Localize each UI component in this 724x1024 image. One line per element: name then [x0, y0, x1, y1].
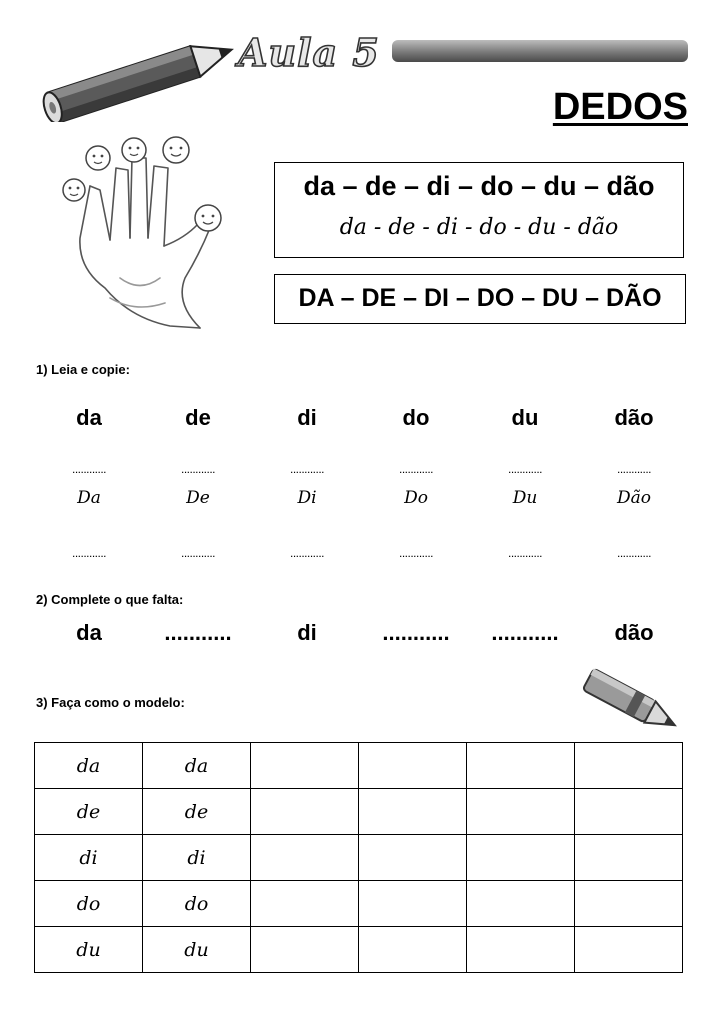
- copy-blank[interactable]: ............: [507, 546, 542, 560]
- complete-blank[interactable]: ...........: [491, 620, 559, 645]
- writing-cell[interactable]: [251, 927, 359, 973]
- model-cell: de: [143, 789, 251, 835]
- model-cell: di: [35, 835, 143, 881]
- writing-cell[interactable]: [359, 881, 467, 927]
- writing-cell[interactable]: [359, 835, 467, 881]
- writing-cell[interactable]: [467, 835, 575, 881]
- pencil-illustration: [30, 36, 245, 122]
- copy-blank[interactable]: ............: [289, 462, 324, 476]
- writing-cell[interactable]: [251, 789, 359, 835]
- complete-item: di: [297, 620, 317, 645]
- copy-blank[interactable]: ............: [289, 546, 324, 560]
- copy-blank[interactable]: ............: [180, 462, 215, 476]
- model-cell: do: [35, 881, 143, 927]
- writing-cell[interactable]: [251, 835, 359, 881]
- model-cell: da: [35, 743, 143, 789]
- syllable-print-di: di: [297, 405, 317, 430]
- syllable-cursive-da: Da: [77, 488, 101, 508]
- copy-blank[interactable]: ............: [616, 462, 651, 476]
- lesson-title: Aula 5: [238, 30, 380, 75]
- syllable-cursive-de: De: [186, 488, 210, 508]
- model-cell: do: [143, 881, 251, 927]
- model-cell: du: [143, 927, 251, 973]
- copy-blank[interactable]: ............: [398, 462, 433, 476]
- crayon-icon: [572, 668, 690, 738]
- writing-cell[interactable]: [575, 881, 683, 927]
- complete-blank[interactable]: ...........: [164, 620, 232, 645]
- syllable-print-du: du: [511, 405, 539, 430]
- writing-cell[interactable]: [359, 789, 467, 835]
- writing-cell[interactable]: [251, 881, 359, 927]
- complete-item: da: [76, 620, 102, 645]
- copy-blank[interactable]: ............: [616, 546, 651, 560]
- model-cell: du: [35, 927, 143, 973]
- syllables-uppercase-print: DA – DE – DI – DO – DU – DÃO: [298, 284, 662, 312]
- exercise-3-title: 3) Faça como o modelo:: [36, 695, 185, 710]
- writing-cell[interactable]: [575, 835, 683, 881]
- writing-cell[interactable]: [359, 927, 467, 973]
- table-row: [35, 835, 683, 881]
- syllable-cursive-di: Di: [297, 488, 317, 508]
- syllables-lowercase-print: da – de – di – do – du – dão: [303, 171, 655, 201]
- writing-cell[interactable]: [251, 743, 359, 789]
- hand-illustration: [50, 128, 240, 333]
- exercise-2-title: 2) Complete o que falta:: [36, 592, 184, 607]
- complete-blank[interactable]: ...........: [382, 620, 450, 645]
- syllable-print-do: do: [402, 405, 430, 430]
- model-cell: da: [143, 743, 251, 789]
- syllable-cursive-dao: Dão: [617, 488, 651, 508]
- model-table: [34, 742, 683, 973]
- writing-cell[interactable]: [575, 789, 683, 835]
- writing-cell[interactable]: [467, 789, 575, 835]
- copy-blank[interactable]: ............: [507, 462, 542, 476]
- writing-cell[interactable]: [575, 743, 683, 789]
- table-row: [35, 927, 683, 973]
- syllable-cursive-do: Do: [404, 488, 428, 508]
- syllables-uppercase-box: [274, 274, 686, 324]
- syllable-print-de: de: [185, 405, 211, 430]
- copy-blank[interactable]: ............: [71, 546, 106, 560]
- writing-cell[interactable]: [467, 743, 575, 789]
- model-cell: de: [35, 789, 143, 835]
- table-row: [35, 881, 683, 927]
- model-cell: di: [143, 835, 251, 881]
- table-row: [35, 743, 683, 789]
- table-row: [35, 789, 683, 835]
- writing-cell[interactable]: [467, 927, 575, 973]
- writing-cell[interactable]: [467, 881, 575, 927]
- writing-cell[interactable]: [575, 927, 683, 973]
- copy-blank[interactable]: ............: [71, 462, 106, 476]
- copy-blank[interactable]: ............: [398, 546, 433, 560]
- syllable-print-da: da: [76, 405, 102, 430]
- complete-item: dão: [614, 620, 654, 645]
- writing-cell[interactable]: [359, 743, 467, 789]
- syllable-cursive-du: Du: [512, 488, 538, 508]
- syllables-lowercase-box: [274, 162, 684, 258]
- syllable-print-dao: dão: [614, 405, 654, 430]
- header-banner-bar: [392, 40, 688, 62]
- page-title: DEDOS: [552, 86, 688, 128]
- exercise-1-title: 1) Leia e copie:: [36, 362, 130, 377]
- copy-blank[interactable]: ............: [180, 546, 215, 560]
- syllables-lowercase-script: da - de - di - do - du - dão: [339, 215, 619, 240]
